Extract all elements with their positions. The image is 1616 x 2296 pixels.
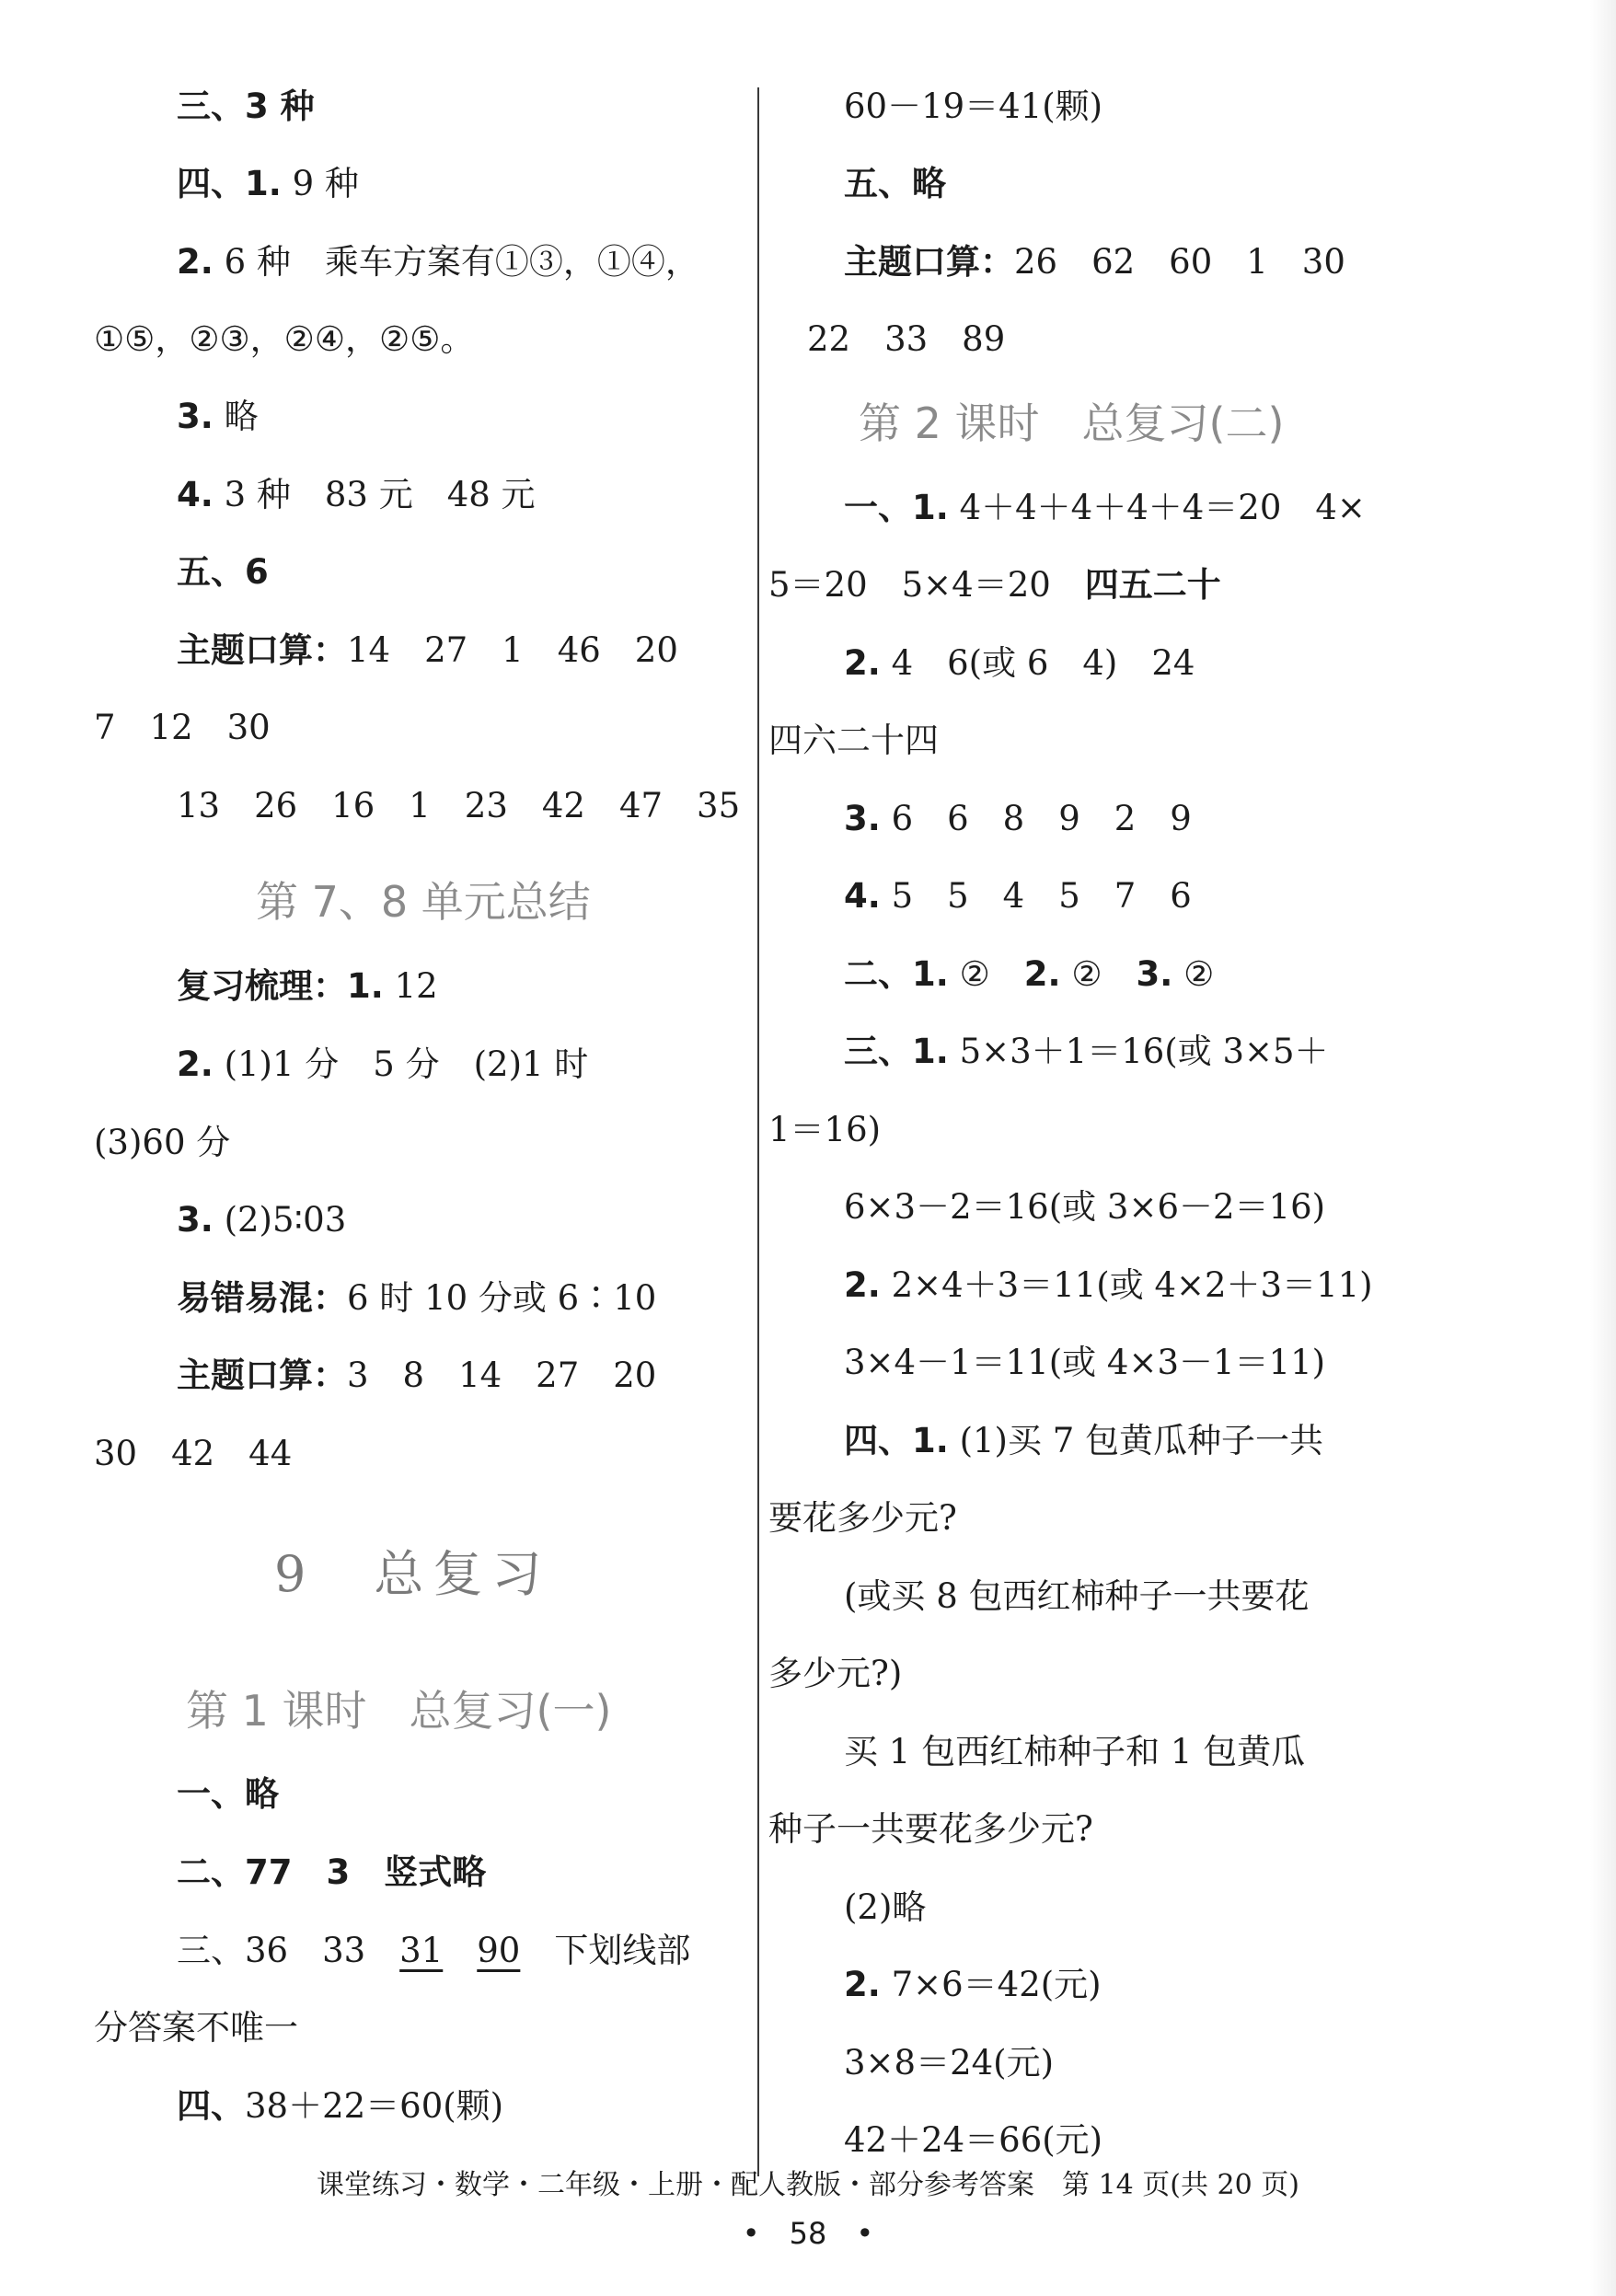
answer-line xyxy=(768,1496,957,1540)
answer-line xyxy=(844,797,1192,841)
spacer xyxy=(443,1931,477,1970)
answer-line xyxy=(177,240,699,284)
item-number: 2. xyxy=(177,1044,214,1084)
answer-line xyxy=(768,1652,902,1696)
item-number: 2. xyxy=(844,643,881,683)
answer-text: 7 12 30 xyxy=(94,708,271,747)
answer-text: ①⑤，②③，②④，②⑤。 xyxy=(94,319,475,359)
answer-line xyxy=(94,317,474,362)
answer-line xyxy=(844,1963,1102,2007)
answer-text: 6 时 10 分或 6∶10 xyxy=(347,1278,657,1318)
section-heading: 第 1 课时 总复习(一) xyxy=(186,1686,612,1736)
answer-line xyxy=(768,1108,881,1152)
answer-line xyxy=(844,2041,1054,2085)
answer-text: 30 42 44 xyxy=(94,1434,293,1473)
answer-text: 2×4＋3＝11(或 4×2＋3＝11) xyxy=(880,1265,1373,1305)
answer-line xyxy=(844,2118,1102,2163)
answer-line xyxy=(177,550,269,594)
item-number: 3. xyxy=(177,397,214,436)
answer-text: 5＝20 5×4＝20 xyxy=(768,565,1085,605)
answer-text: 3×8＝24(元) xyxy=(844,2043,1055,2083)
item-number: 2. xyxy=(844,1965,881,2004)
answer-line xyxy=(177,2084,503,2129)
item-number: 4. xyxy=(844,876,881,916)
answer-line xyxy=(844,1575,1310,1619)
answer-line xyxy=(177,395,259,439)
answer-line xyxy=(177,964,438,1009)
answer-text: 5×3＋1＝16(或 3×5＋ xyxy=(948,1032,1329,1071)
answer-text: 要花多少元? xyxy=(768,1498,957,1538)
item-number: 2. xyxy=(177,242,214,282)
answer-text: 下划线部 xyxy=(520,1931,691,1970)
answer-line xyxy=(844,1185,1325,1229)
answer-text: 三、36 33 xyxy=(177,1931,400,1970)
answer-line xyxy=(768,1807,1093,1852)
answer-text: 6 6 8 9 2 9 xyxy=(880,799,1192,838)
item-number: 三、1. xyxy=(844,1032,949,1071)
answer-line xyxy=(844,85,1102,129)
answer-text: 3 8 14 27 20 xyxy=(347,1356,657,1395)
answer-text: ② xyxy=(948,954,1024,994)
answer-line xyxy=(94,1432,292,1476)
answer-text: 1＝16) xyxy=(768,1110,882,1149)
answer-text: 买 1 包西红柿种子和 1 包黄瓜 xyxy=(844,1732,1306,1771)
answer-text: (3)60 分 xyxy=(94,1123,231,1162)
answer-text: 5 5 4 5 7 6 xyxy=(880,876,1192,916)
item-number: 3. xyxy=(1136,954,1173,994)
answer-text: (2)略 xyxy=(844,1887,927,1927)
item-number: 2. xyxy=(1023,954,1061,994)
answer-line xyxy=(844,641,1195,686)
answer-line xyxy=(768,563,1221,607)
item-number: 四、1. xyxy=(844,1421,949,1460)
answer-line xyxy=(177,1354,656,1398)
answer-line xyxy=(177,1043,588,1087)
answer-line xyxy=(844,162,946,206)
chapter-title: 9 总复习 xyxy=(274,1545,551,1603)
answer-line xyxy=(844,874,1192,918)
item-number: 四、1. xyxy=(177,164,282,203)
section-label: 主题口算： xyxy=(177,1356,347,1395)
answer-text: 4＋4＋4＋4＋4＝20 4× xyxy=(948,488,1366,527)
page-footer: 课堂练习・数学・二年级・上册・配人教版・部分参考答案 第 14 页(共 20 页) xyxy=(317,2169,1299,2201)
answer-text: (1)买 7 包黄瓜种子一共 xyxy=(948,1421,1324,1460)
item-number: 3. xyxy=(844,799,881,838)
item-number: 一、1. xyxy=(844,488,949,527)
column-divider xyxy=(757,87,759,2176)
answer-text: 6×3－2＝16(或 3×6－2＝16) xyxy=(844,1187,1326,1227)
answer-line xyxy=(177,1772,279,1817)
answer-line xyxy=(94,2006,298,2050)
section-heading: 第 7、8 单元总结 xyxy=(256,877,591,927)
answer-text: 42＋24＝66(元) xyxy=(844,2120,1103,2160)
answer-text: 14 27 1 46 20 xyxy=(347,630,678,670)
answer-line xyxy=(844,952,1214,997)
answer-line xyxy=(177,85,315,129)
answer-text: 一、略 xyxy=(177,1774,279,1814)
section-label: 易错易混： xyxy=(177,1278,347,1318)
answer-line xyxy=(807,317,1005,362)
item-number: 4. xyxy=(177,475,214,514)
answer-line xyxy=(177,1929,690,1973)
page-edge-shadow xyxy=(1590,0,1616,2296)
answer-text: 26 62 60 1 30 xyxy=(1014,242,1345,282)
section-heading: 第 2 课时 总复习(二) xyxy=(859,398,1285,448)
answer-text: 五、6 xyxy=(177,552,269,592)
underlined-answer: 31 xyxy=(399,1931,444,1970)
underlined-answer: 90 xyxy=(477,1931,521,1970)
answer-text: 分答案不唯一 xyxy=(94,2008,298,2048)
answer-text: 多少元?) xyxy=(768,1654,903,1693)
answer-text: ② xyxy=(1060,954,1137,994)
answer-text: (2)5∶03 xyxy=(213,1200,347,1240)
answer-text: 略 xyxy=(213,397,259,436)
answer-line xyxy=(844,240,1345,284)
answer-text: 38＋22＝60(颗) xyxy=(245,2086,504,2126)
answer-text: 6 种 乘车方案有①③，①④， xyxy=(213,242,699,282)
answer-text: 12 xyxy=(383,966,438,1006)
answer-text: 7×6＝42(元) xyxy=(880,1965,1102,2004)
answer-line xyxy=(844,1030,1329,1074)
answer-line xyxy=(177,784,740,828)
answer-text: 60－19＝41(颗) xyxy=(844,87,1103,126)
section-label: 主题口算： xyxy=(844,242,1014,282)
answer-line xyxy=(177,1851,486,1895)
answer-line xyxy=(94,706,271,750)
item-number: 3. xyxy=(177,1200,214,1240)
answer-text: 四五二十 xyxy=(1084,565,1221,605)
answer-text: 13 26 16 1 23 42 47 35 xyxy=(177,786,741,825)
answer-text: 五、略 xyxy=(844,164,946,203)
section-label: 主题口算： xyxy=(177,630,347,670)
answer-text: 22 33 89 xyxy=(807,319,1006,359)
item-number: 四、 xyxy=(177,2086,245,2126)
answer-text: 9 种 xyxy=(281,164,359,203)
page-number: • 58 • xyxy=(742,2216,874,2251)
answer-line xyxy=(844,486,1366,530)
answer-text: (或买 8 包西红柿种子一共要花 xyxy=(844,1576,1310,1616)
answer-text: 四六二十四 xyxy=(768,721,939,760)
answer-line xyxy=(94,1121,230,1165)
answer-line xyxy=(177,473,536,517)
answer-line xyxy=(844,1419,1323,1463)
answer-text: 种子一共要花多少元? xyxy=(768,1809,1093,1849)
answer-line xyxy=(177,629,678,673)
answer-text: 三、3 种 xyxy=(177,87,315,126)
answer-text: 4 6(或 6 4) 24 xyxy=(880,643,1195,683)
answer-line xyxy=(177,1198,346,1242)
section-label: 复习梳理：1. xyxy=(177,966,384,1006)
answer-text: 3 种 83 元 48 元 xyxy=(213,475,536,514)
item-number: 2. xyxy=(844,1265,881,1305)
answer-text: 3×4－1＝11(或 4×3－1＝11) xyxy=(844,1343,1326,1382)
answer-line xyxy=(768,719,939,763)
item-number: 二、1. xyxy=(844,954,949,994)
answer-text: ② xyxy=(1172,954,1215,994)
answer-text: (1)1 分 5 分 (2)1 时 xyxy=(213,1044,589,1084)
answer-text: 二、77 3 竖式略 xyxy=(177,1852,487,1892)
answer-line xyxy=(844,1730,1305,1774)
answer-line xyxy=(177,1276,656,1321)
answer-line xyxy=(177,162,359,206)
answer-line xyxy=(844,1341,1325,1385)
answer-line xyxy=(844,1263,1373,1308)
answer-line xyxy=(844,1886,926,1930)
